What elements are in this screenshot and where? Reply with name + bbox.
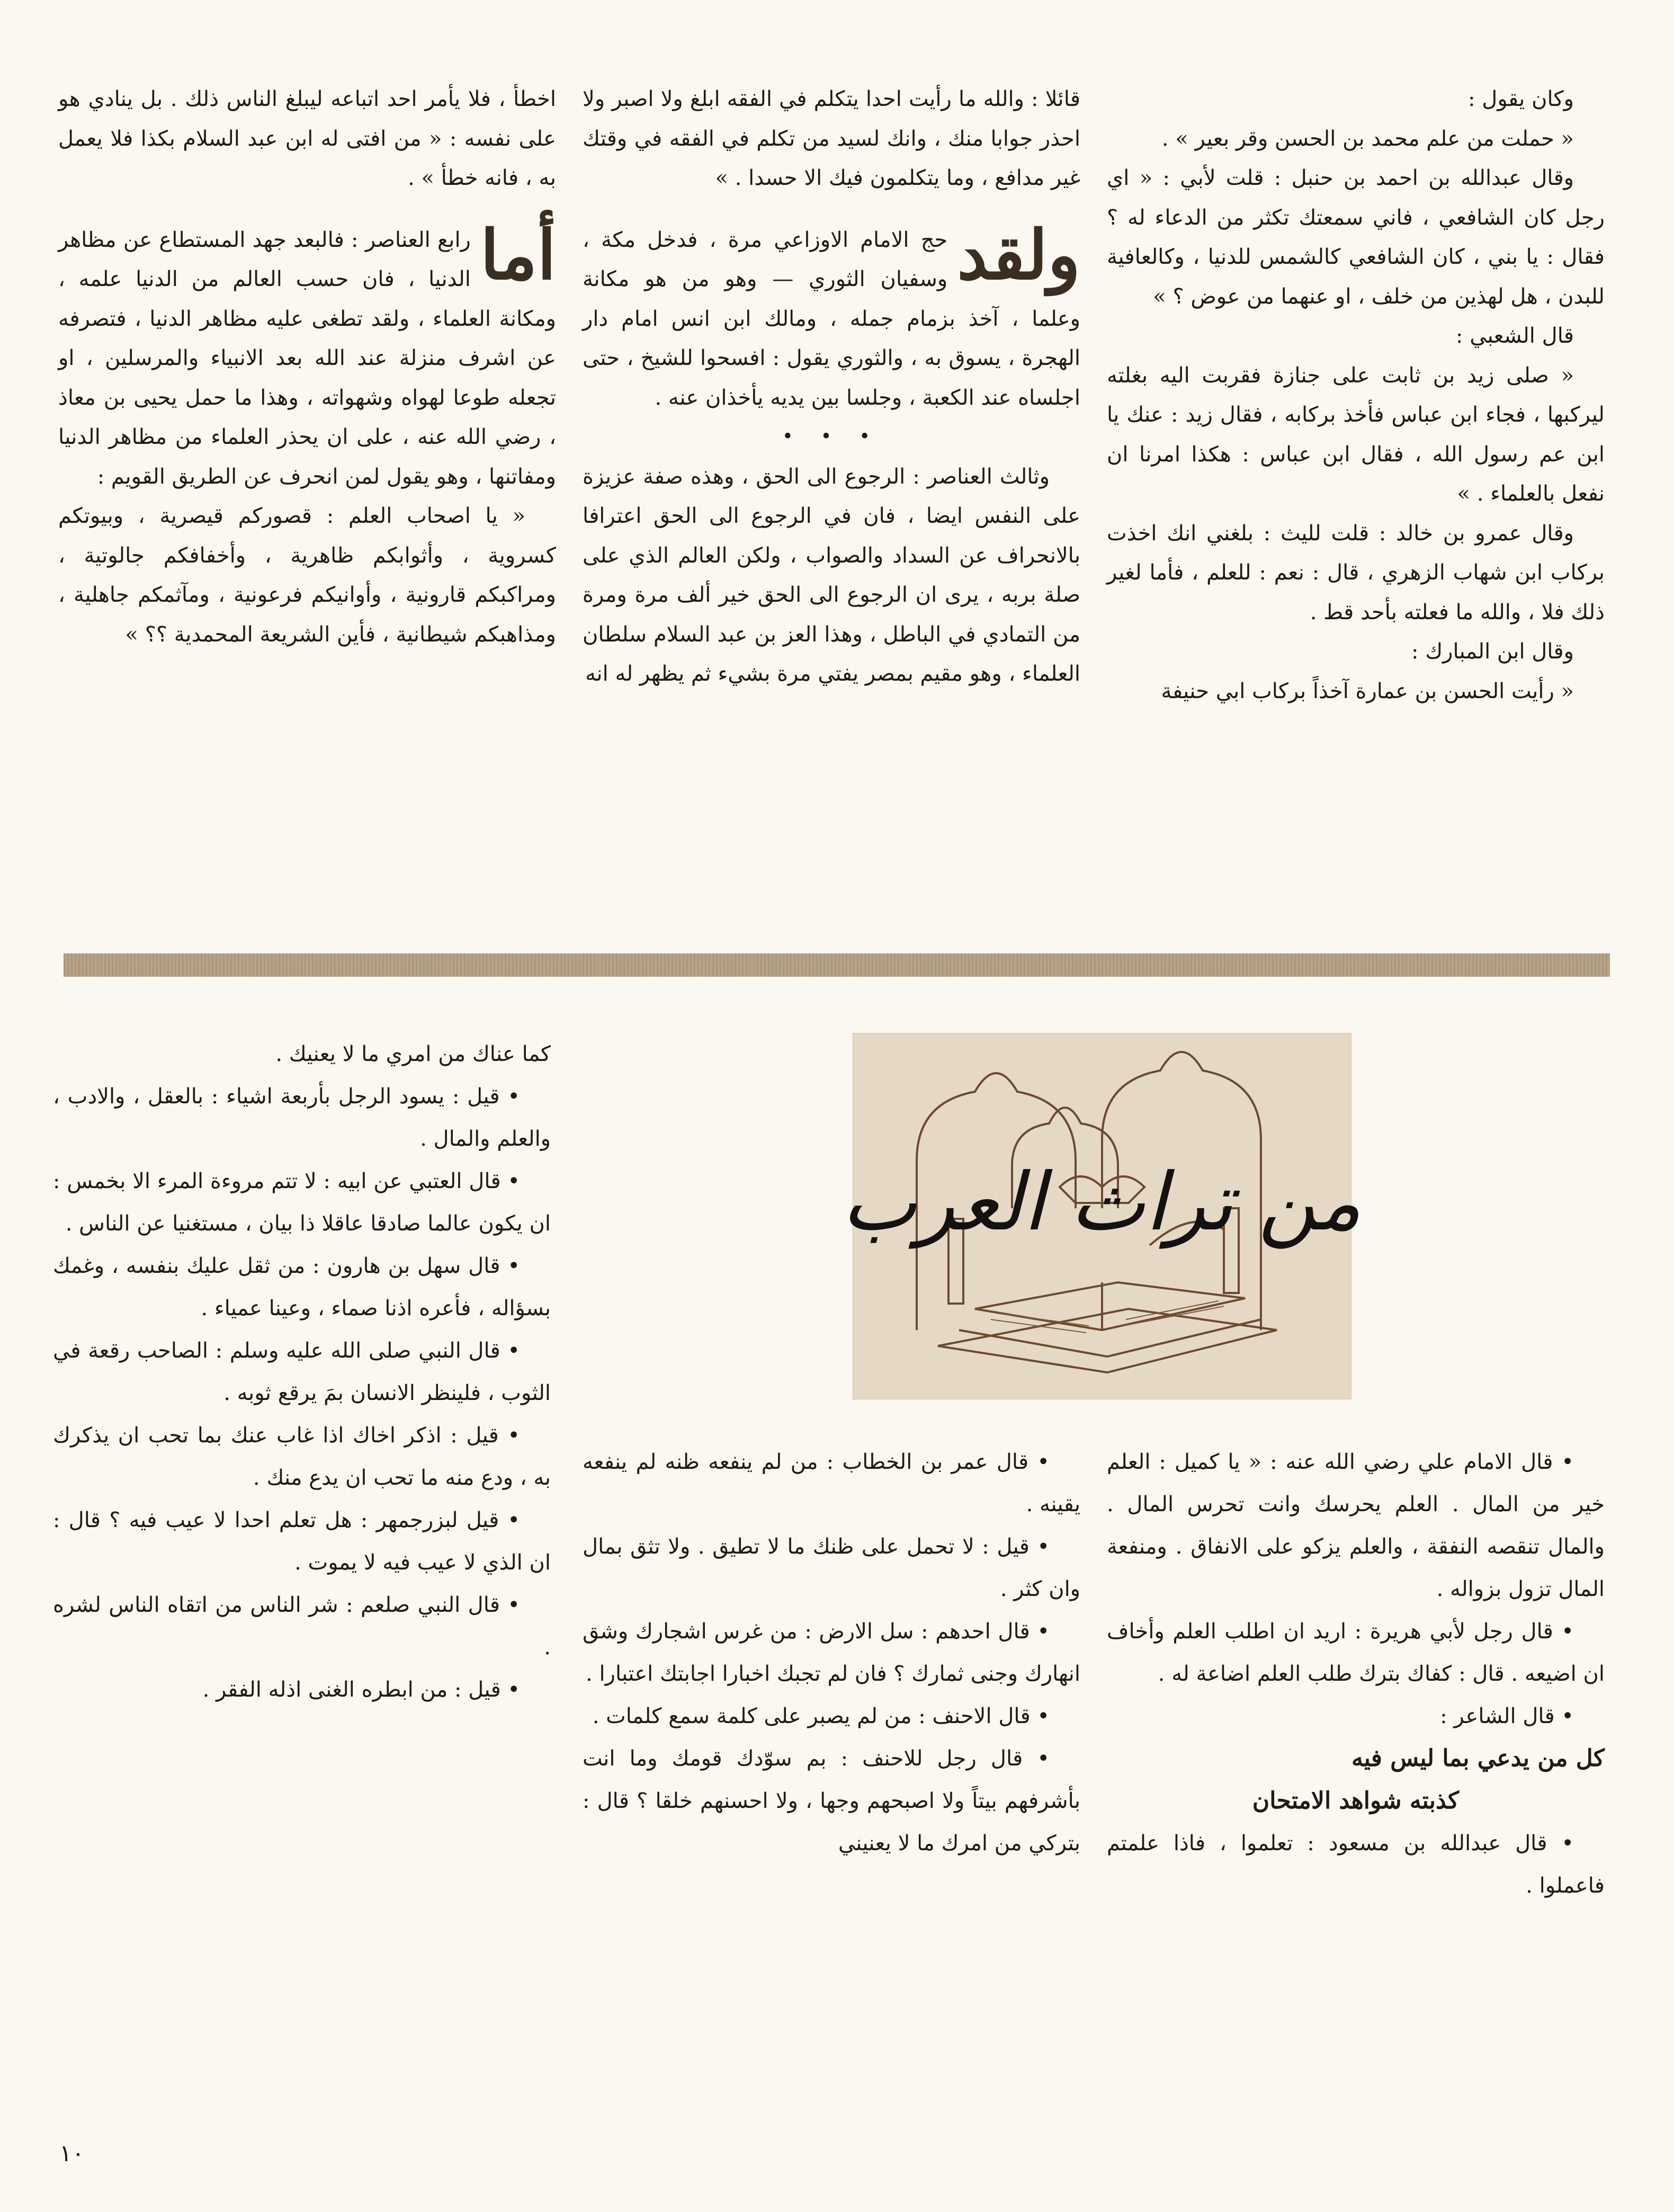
bottom-column-middle [583, 1441, 1080, 1865]
list-item: • قال الاحنف : من لم يصبر على كلمة سمع كلمات . [592, 1704, 1050, 1728]
list-item: • قال احدهم : سل الارض : من غرس اشجارك وشق انهارك وجنى ثمارك ؟ فان لم تجبك اخبارا اجابتك اعتبارا . [583, 1619, 1080, 1686]
paragraph: وقال عبدالله بن احمد بن حنبل : قلت لأبي : « اي رجل كان الشافعي ، فاني سمعتك تكثر من الدعاء له ؟ فقال : يا بني ، كان الشافعي كالشمس للدنيا ، وكالعافية للبدن ، هل لهذين من خلف ، او عنهما من عوض ؟ » [1107, 166, 1605, 309]
quote: « حملت من علم محمد بن الحسن وقر بعير » . [1161, 126, 1574, 151]
list-item: • قيل : لا تحمل على ظنك ما لا تطيق . ولا تثق بمال وان كثر . [583, 1535, 1080, 1601]
paragraph: وقال ابن المبارك : [1411, 639, 1574, 664]
quote: « رأيت الحسن بن عمارة آخذاً بركاب ابي حنيفة [1161, 679, 1574, 703]
poem-verse-2: كذبته شواهد الامتحان [1252, 1787, 1460, 1814]
top-column-right [1107, 79, 1605, 711]
top-column-middle [583, 79, 1080, 694]
list-item: • قيل : يسود الرجل بأربعة اشياء : بالعقل ، والادب ، والعلم والمال . [53, 1084, 551, 1151]
section-divider [64, 953, 1610, 977]
paragraph: وثالث العناصر : الرجوع الى الحق ، وهذه صفة عزيزة على النفس ايضا ، فان في الرجوع الى الحق اعترافا بالانحراف عن السداد والصواب ، ولكن العالم الذي على صلة بربه ، يرى ان الرجوع الى الحق خير ألف مرة ومرة من التمادي في الباطل ، وهذا العز بن عبد السلام سلطان العلماء ، وهو مقيم بمصر يفتي مرة بشيء ثم يظهر له انه [583, 464, 1080, 686]
paragraph: وكان يقول : [1468, 87, 1574, 111]
list-item: • قال رجل للاحنف : بم سوّدك قومك وما انت بأشرفهم بيتاً ولا اصبحهم وجها ، ولا احسنهم خلقا ؟ قال : بتركي من امرك ما لا يعنيني [583, 1746, 1080, 1856]
paragraph: اخطأ ، فلا يأمر احد اتباعه ليبلغ الناس ذلك . بل ينادي هو على نفسه : « من افتى له ابن عبد السلام بكذا فلا يعمل به ، فانه خطأ » . [58, 87, 556, 190]
drop-cap: ولقد [957, 215, 1080, 295]
paragraph: قال الشعبي : [1456, 324, 1574, 348]
bottom-column-left [53, 1033, 551, 1711]
bottom-column-right [1107, 1441, 1605, 1907]
paragraph: قائلا : والله ما رأيت احدا يتكلم في الفقه ابلغ ولا اصبر ولا احذر جوابا منك ، وانك لسيد من تكلم في الفقه في وقتك غير مدافع ، وما يتكلمون فيك الا حسدا . » [583, 87, 1081, 190]
paragraph [583, 215, 1080, 418]
list-item: • قيل لبزرجمهر : هل تعلم احدا لا عيب فيه ؟ قال : ان الذي لا عيب فيه لا يموت . [53, 1508, 551, 1575]
list-item: • قال النبي صلى الله عليه وسلم : الصاحب رقعة في الثوب ، فلينظر الانسان بمَ يرقع ثوبه . [53, 1339, 551, 1405]
quote: « يا اصحاب العلم : قصوركم قيصرية ، وبيوتكم كسروية ، وأثوابكم ظاهرية ، وأخفافكم جالوتية ، ومراكبكم قارونية ، وأوانيكم فرعونية ، ومآثمكم جاهلية ، ومذاهبكم شيطانية ، فأين الشريعة المحمدية ؟؟ » [58, 504, 556, 647]
paragraph-text: رابع العناصر : فالبعد جهد المستطاع عن مظاهر الدنيا ، فان حسب العالم من الدنيا علمه ، ومكانة العلماء ، ولقد تطغى عليه مظاهر الدنيا ، فتصرفه عن اشرف منزلة عند الله بعد الانبياء والمرسلين ، او تجعله طوعا لهواه وشهواته ، وهذا ما حمل يحيى بن معاذ ، رضي الله عنه ، على ان يحذر العلماء من مظاهر الدنيا ومفاتنها ، وهو يقول لمن انحرف عن الطريق القويم : [58, 227, 557, 489]
top-column-left [58, 79, 556, 654]
list-item: • قال رجل لأبي هريرة : اريد ان اطلب العلم وأخاف ان اضيعه . قال : كفاك بترك طلب العلم اضاعة له . [1107, 1619, 1605, 1686]
list-item: • قال العتبي عن ابيه : لا تتم مروءة المرء الا بخمس : ان يكون عالما صادقا عاقلا ذا بيان ، مستغنيا عن الناس . [53, 1169, 551, 1236]
quote: « صلى زيد بن ثابت على جنازة فقربت اليه بغلته ليركبها ، فجاء ابن عباس فأخذ بركابه ، فقال زيد : عنك يا ابن عم رسول الله ، فقال ابن عباس : هكذا امرنا ان نفعل بالعلماء . » [1107, 363, 1605, 506]
list-item: • قال الشاعر : [1440, 1704, 1574, 1728]
section-heading: من تراث العرب [842, 1156, 1362, 1248]
list-item: • قيل : اذكر اخاك اذا غاب عنك بما تحب ان يذكرك به ، ودع منه ما تحب ان يدع منك . [53, 1423, 551, 1490]
list-item: • قال عبدالله بن مسعود : تعلموا ، فاذا علمتم فاعملوا . [1107, 1831, 1605, 1898]
drop-cap: أما [480, 215, 556, 295]
paragraph [58, 215, 557, 497]
list-item: • قال عمر بن الخطاب : من لم ينفعه ظنه لم ينفعه يقينه . [583, 1450, 1080, 1517]
paragraph-text: حج الامام الاوزاعي مرة ، فدخل مكة ، وسفيان الثوري — وهو من هو مكانة وعلما ، آخذ بزمام جمله ، ومالك ابن انس امام دار الهجرة ، يسوق به ، والثوري يقول : افسحوا للشيخ ، حتى اجلساه عند الكعبة ، وجلسا بين يديه يأخذان عنه . [583, 227, 1080, 410]
paragraph: وقال عمرو بن خالد : قلت لليث : بلغني انك اخذت بركاب ابن شهاب الزهري ، قال : نعم : للعلم ، فأما لغير ذلك فلا ، والله ما فعلته بأحد قط . [1107, 521, 1605, 625]
list-item: • قال النبي صلعم : شر الناس من اتقاه الناس لشره . [53, 1593, 551, 1660]
poem-verse-1: كل من يدعي بما ليس فيه [1351, 1745, 1605, 1772]
list-item: • قيل : من ابطره الغنى اذله الفقر . [202, 1678, 520, 1702]
list-item: • قال سهل بن هارون : من ثقل عليك بنفسه ، وغمك بسؤاله ، فأعره اذنا صماء ، وعينا عمياء . [53, 1254, 551, 1321]
list-item: كما عناك من امري ما لا يعنيك . [275, 1042, 551, 1066]
list-item: • قال الامام علي رضي الله عنه : « يا كميل : العلم خير من المال . العلم يحرسك وانت تحرس المال . والمال تنقصه النفقة ، والعلم يزكو على الانفاق . ومنفعة المال تزول بزواله . [1107, 1450, 1605, 1601]
section-separator: • • • [782, 426, 881, 448]
page-number: ١٠ [59, 2140, 85, 2167]
